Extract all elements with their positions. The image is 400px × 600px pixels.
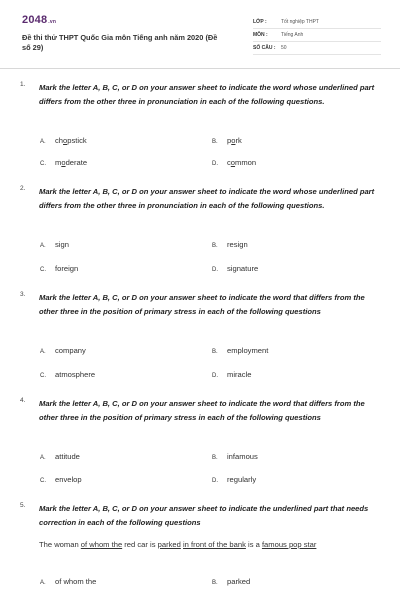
option-d[interactable] — [212, 475, 256, 484]
option-letter: D. — [212, 267, 218, 273]
option-b[interactable] — [212, 452, 258, 461]
question-prompt: Mark the letter A, B, C, or D on your answer sheet to indicate the word whose underlined part differs from the other three in pronunciation in each of the following questions. — [39, 83, 375, 106]
option-d[interactable] — [212, 370, 251, 379]
header — [0, 0, 400, 70]
option-text: resign — [227, 240, 248, 249]
option-text: signature — [227, 264, 259, 273]
option-letter: D. — [212, 373, 218, 379]
option-text-pre: c — [227, 158, 231, 167]
option-d[interactable] — [212, 264, 258, 273]
site-logo[interactable] — [22, 14, 56, 26]
question-number: 3. — [20, 291, 26, 298]
option-text-underlined: o — [231, 136, 236, 145]
meta-class — [253, 16, 381, 29]
option-b[interactable] — [212, 346, 268, 355]
logo-main: 2048 — [22, 14, 48, 26]
option-a[interactable] — [40, 240, 69, 249]
option-text: attitude — [55, 452, 80, 461]
option-text: company — [55, 346, 86, 355]
option-text: sign — [55, 240, 69, 249]
option-text: of whom the — [55, 577, 97, 586]
option-letter: B. — [212, 349, 218, 355]
option-letter: A. — [40, 139, 46, 145]
meta-subject — [253, 29, 381, 42]
option-letter: C. — [40, 267, 46, 273]
sentence-text: The woman — [39, 540, 81, 549]
sentence-underlined-d: famous pop star — [261, 540, 317, 549]
option-a[interactable] — [40, 577, 96, 586]
meta-count-value: 50 — [281, 45, 287, 51]
option-letter: A. — [40, 580, 46, 586]
option-c[interactable] — [40, 264, 78, 273]
option-letter: A. — [40, 349, 46, 355]
option-c[interactable] — [40, 475, 82, 484]
option-text: foreign — [55, 264, 79, 273]
question-number: 5. — [20, 502, 26, 509]
option-letter: D. — [212, 161, 218, 167]
option-text: parked — [227, 577, 251, 586]
option-b[interactable] — [212, 577, 250, 586]
option-letter: B. — [212, 243, 218, 249]
option-c[interactable] — [40, 370, 95, 379]
exam-title: Đề thi thử THPT Quốc Gia môn Tiếng anh năm 2020 (Đề số 29) — [22, 33, 218, 52]
option-letter: B. — [212, 455, 218, 461]
sentence-underlined-a: of whom the — [80, 540, 123, 549]
option-text-underlined: o — [61, 158, 66, 167]
option-d[interactable] — [212, 158, 256, 167]
option-text: envelop — [55, 475, 82, 484]
option-letter: B. — [212, 139, 218, 145]
option-text-underlined: o — [63, 136, 68, 145]
question-prompt: Mark the letter A, B, C, or D on your answer sheet to indicate the word that differs from the other three in the position of primary stress in each of the following questions — [39, 399, 365, 422]
logo-sub: .vn — [48, 19, 57, 25]
option-text: regularly — [227, 475, 257, 484]
option-a[interactable] — [40, 452, 80, 461]
option-text-pre: ch — [55, 136, 64, 145]
option-letter: A. — [40, 243, 46, 249]
option-a[interactable] — [40, 136, 87, 145]
option-text: miracle — [227, 370, 252, 379]
question-number: 2. — [20, 185, 26, 192]
sentence-underlined-c: in front of the bank — [182, 540, 246, 549]
option-b[interactable] — [212, 136, 242, 145]
meta-class-label: LỚP : — [253, 19, 267, 25]
option-text-post: mmon — [235, 158, 257, 167]
question-number: 4. — [20, 397, 26, 404]
question-number: 1. — [20, 81, 26, 88]
sentence-text: is a — [245, 540, 262, 549]
option-letter: C. — [40, 161, 46, 167]
sentence-underlined-b: parked — [157, 540, 181, 549]
header-divider — [0, 68, 400, 69]
sentence-text: red car is — [122, 540, 158, 549]
question-prompt: Mark the letter A, B, C, or D on your answer sheet to indicate the word whose underlined part differs from the other three in pronunciation in each of the following questions. — [39, 187, 375, 210]
option-letter: C. — [40, 373, 46, 379]
option-text-pre: m — [55, 158, 62, 167]
option-text: employment — [227, 346, 269, 355]
meta-subject-value: Tiếng Anh — [281, 32, 304, 38]
option-text-post: rk — [235, 136, 242, 145]
meta-count-label: SỐ CÂU : — [253, 45, 276, 51]
option-text: infamous — [227, 452, 258, 461]
option-text-pre: p — [227, 136, 232, 145]
question-prompt: Mark the letter A, B, C, or D on your answer sheet to indicate the word that differs from the other three in the position of primary stress in each of the following questions — [39, 293, 365, 316]
option-text: atmosphere — [55, 370, 96, 379]
option-text-post: derate — [65, 158, 88, 167]
option-letter: D. — [212, 478, 218, 484]
option-b[interactable] — [212, 240, 248, 249]
meta-count — [253, 42, 381, 55]
option-a[interactable] — [40, 346, 86, 355]
option-text-post: pstick — [67, 136, 87, 145]
meta-class-value: Tốt nghiệp THPT — [281, 19, 319, 25]
error-sentence — [39, 538, 384, 552]
question-prompt: Mark the letter A, B, C, or D on your answer sheet to indicate the underlined part that needs correction in each of the following questions — [39, 504, 369, 527]
option-text-underlined: o — [230, 158, 236, 167]
option-letter: C. — [40, 478, 46, 484]
option-letter: A. — [40, 455, 46, 461]
option-letter: B. — [212, 580, 218, 586]
option-c[interactable] — [40, 158, 87, 167]
meta-subject-label: MÔN : — [253, 32, 268, 38]
